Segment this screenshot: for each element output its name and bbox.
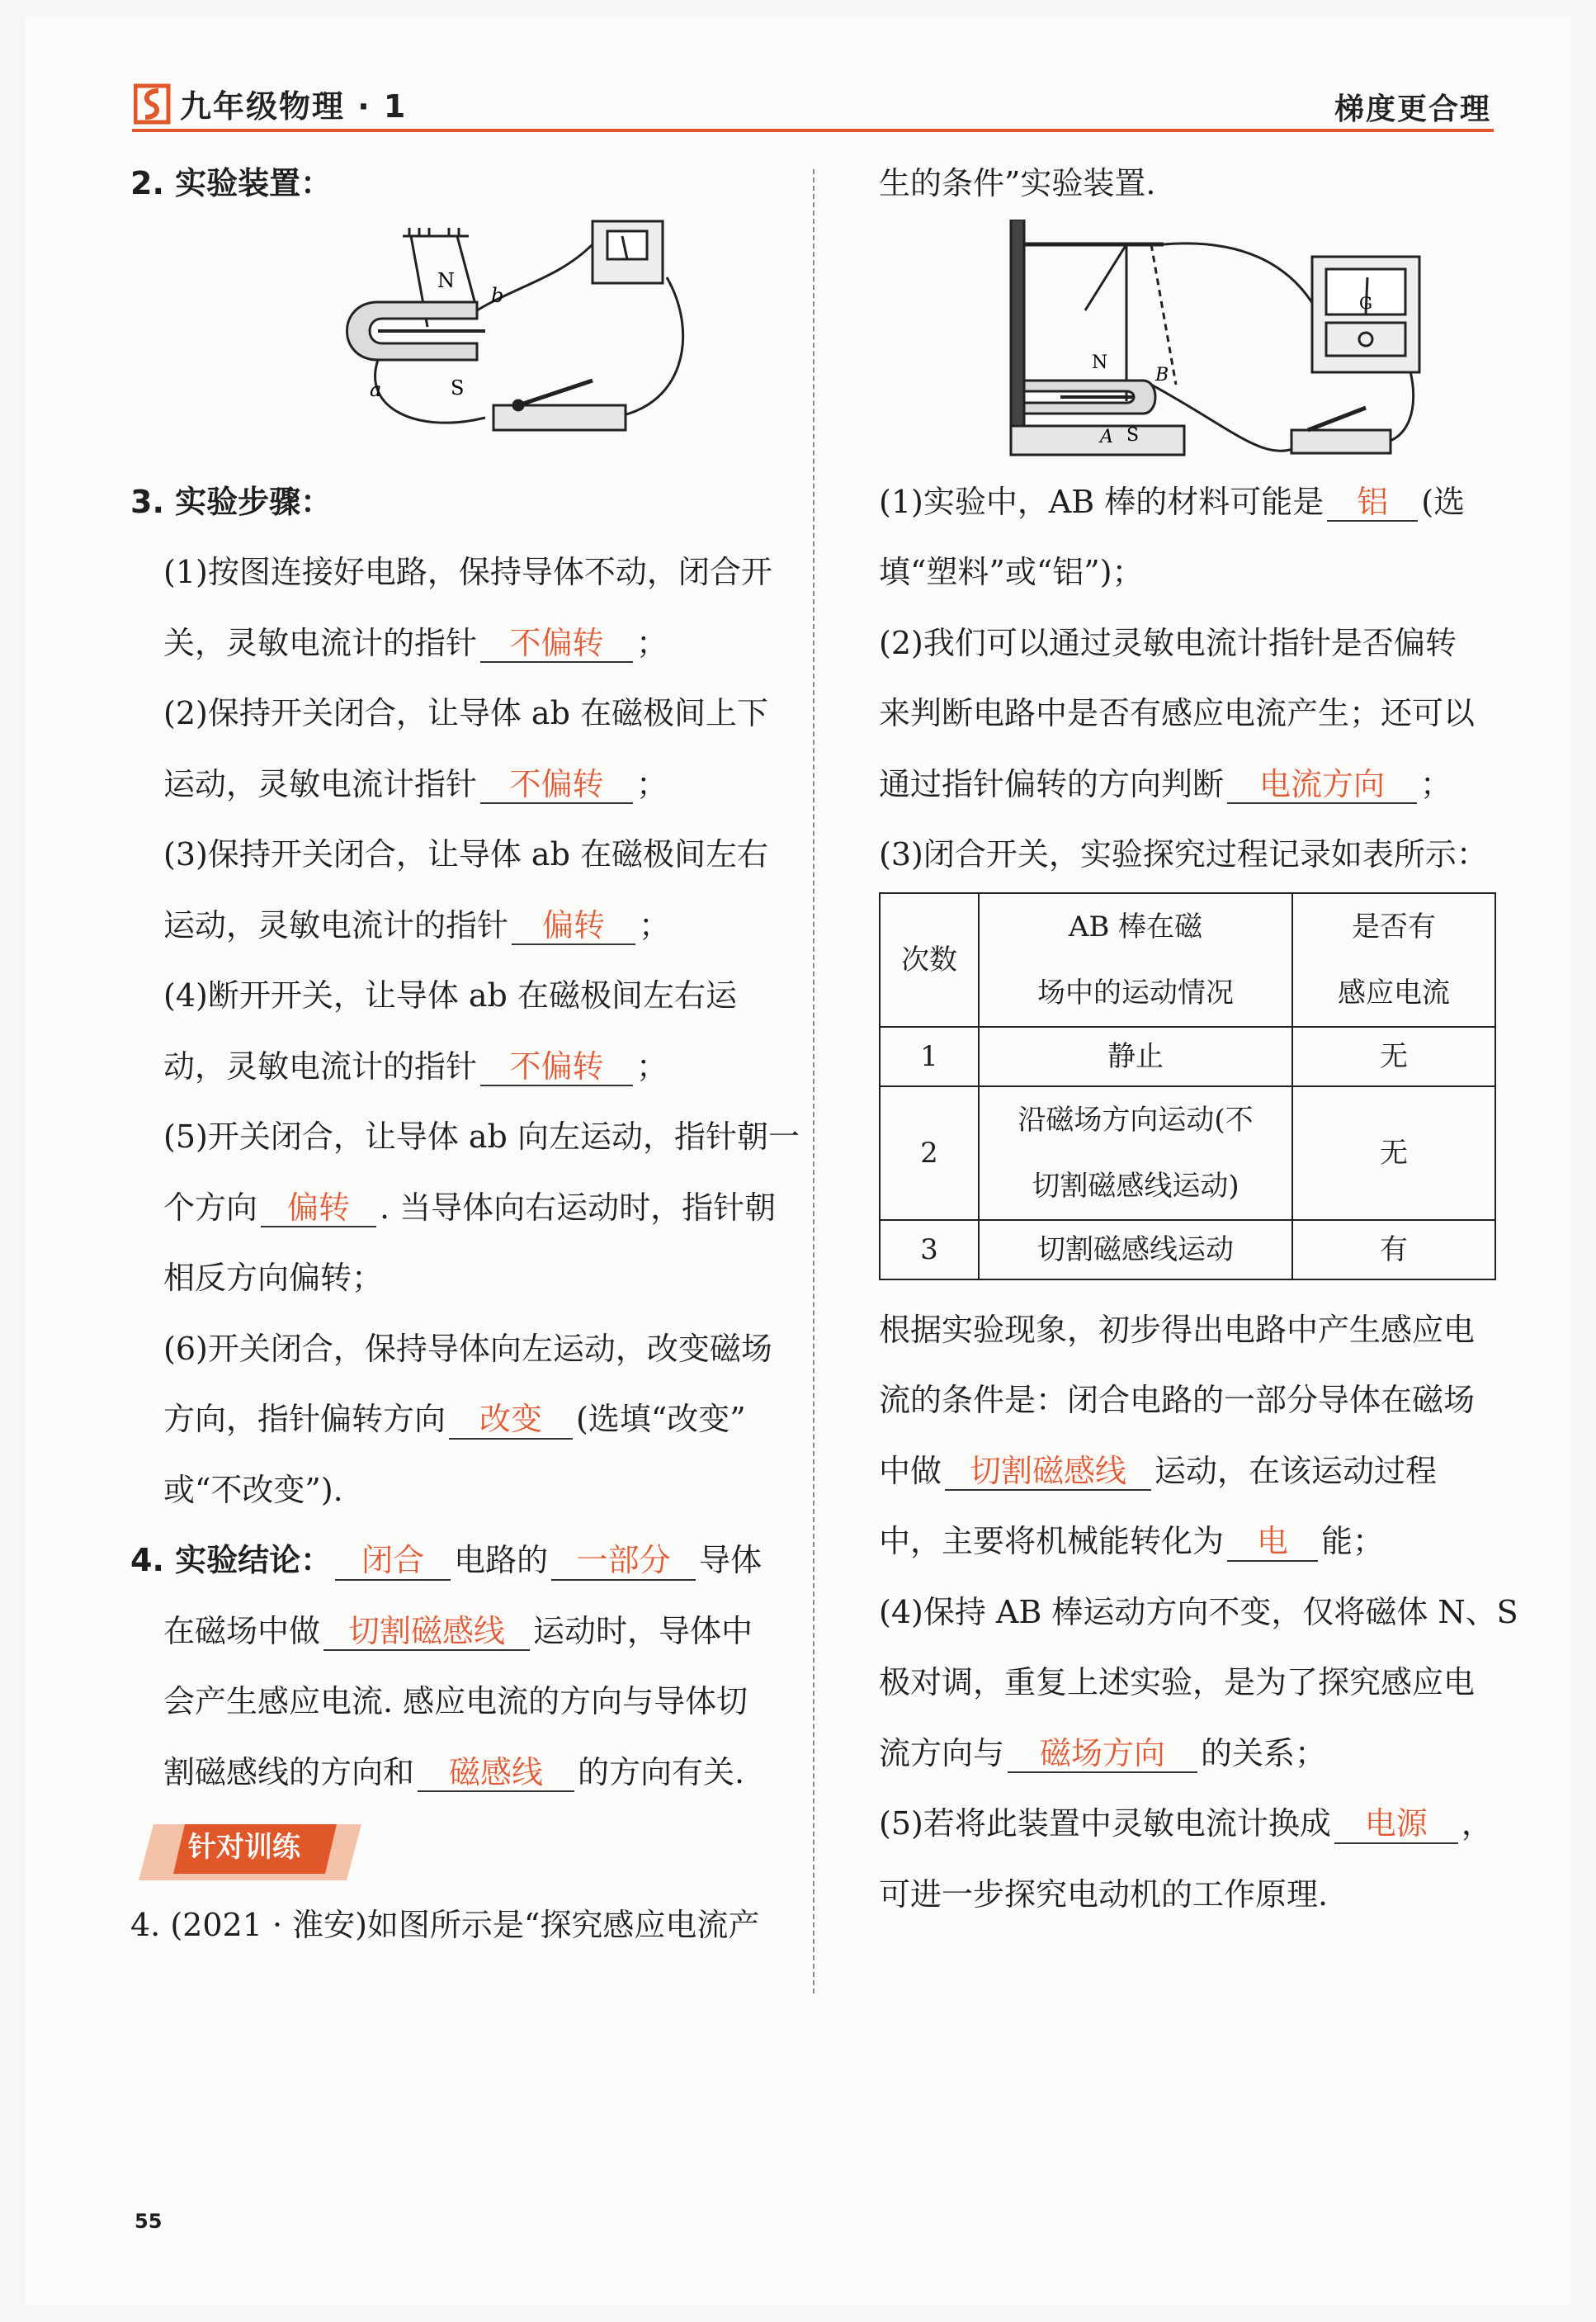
step5-line2 [130, 1173, 782, 1244]
table-header-current-2: 感应电流 [1338, 976, 1450, 1010]
right-column [879, 149, 1518, 1930]
fig2-label-b: B [1155, 364, 1169, 385]
training-tag [130, 1816, 782, 1880]
row3-motion: 切割磁感线运动 [979, 1220, 1292, 1279]
fig1-label-s: S [451, 376, 465, 400]
step2-text: 运动，灵敏电流计指针 [163, 765, 478, 802]
step5-text: 个方向 [163, 1189, 258, 1226]
table-header-num: 次数 [880, 893, 979, 1027]
section-3-heading: 3. 实验步骤： [130, 483, 333, 520]
fig2-label-g: G [1359, 292, 1372, 313]
conclusion-heading: 4. 实验结论： [130, 1542, 333, 1578]
part5-text: (5)若将此装置中灵敏电流计换成 [879, 1805, 1331, 1842]
apparatus-figure-2 [879, 220, 1498, 467]
table-row [880, 1220, 1495, 1279]
part5-line1 [879, 1789, 1498, 1860]
row1-motion: 静止 [979, 1027, 1292, 1086]
step4-answer: 不偏转 [480, 1049, 633, 1087]
table-header-current [1292, 893, 1495, 1027]
header-slogan: 梯度更合理 [1334, 92, 1491, 126]
part1-line1 [879, 467, 1498, 538]
step4-text: 动，灵敏电流计的指针 [163, 1048, 478, 1085]
part2-line1: (2)我们可以通过灵敏电流计指针是否偏转 [879, 624, 1457, 661]
part4-line2: 极对调，重复上述实验，是为了探究感应电 [879, 1664, 1476, 1700]
step1-line1: (1)按图连接好电路，保持导体不动，闭合开 [163, 554, 772, 590]
step1-answer: 不偏转 [480, 626, 633, 664]
conclusion-text-4: 运动时，导体中 [533, 1612, 753, 1649]
fig1-label-b: b [491, 283, 504, 307]
step3-tail: ； [639, 906, 671, 943]
row1-num: 1 [880, 1027, 979, 1086]
step5-answer: 偏转 [261, 1190, 376, 1228]
fig2-label-s: S [1126, 424, 1140, 446]
step3-line2 [130, 891, 782, 962]
step4-line1: (4)断开开关，让导体 ab 在磁极间左右运 [163, 977, 737, 1014]
conclusion-r-answer-2: 电 [1227, 1524, 1318, 1562]
book-title: 九年级物理 · 1 [180, 88, 408, 125]
part2-answer: 电流方向 [1227, 767, 1417, 805]
conclusion-answer-1: 闭合 [335, 1543, 451, 1581]
part1-line2: 填“塑料”或“铝”)； [879, 554, 1144, 590]
row3-current: 有 [1292, 1220, 1495, 1279]
table-header-motion-2: 场中的运动情况 [1037, 976, 1234, 1010]
conclusion-line4 [130, 1738, 782, 1809]
conclusion-text-6: 的方向有关. [578, 1753, 745, 1790]
table-header-motion [979, 893, 1292, 1027]
conclusion-answer-3: 切割磁感线 [323, 1614, 530, 1652]
part2-line3 [879, 750, 1498, 821]
conclusion-r-text-3: 中，主要将机械能转化为 [879, 1523, 1225, 1559]
step4-tail: ； [636, 1048, 668, 1085]
table-header-motion-1: AB 棒在磁 [1068, 910, 1203, 943]
row2-current: 无 [1292, 1086, 1495, 1220]
step2-line2 [130, 750, 782, 821]
step3-line1: (3)保持开关闭合，让导体 ab 在磁极间左右 [163, 836, 768, 873]
step6-line1: (6)开关闭合，保持导体向左运动，改变磁场 [163, 1330, 772, 1367]
step2-answer: 不偏转 [480, 767, 633, 805]
step2-tail: ； [636, 765, 668, 802]
training-tag-label: 针对训练 [188, 1831, 300, 1864]
step3-text: 运动，灵敏电流计的指针 [163, 906, 509, 943]
conclusion-line2 [130, 1596, 782, 1667]
conclusion-r-line3 [879, 1436, 1498, 1507]
part2-line2: 来判断电路中是否有感应电流产生；还可以 [879, 695, 1476, 731]
part5-tail: ， [1461, 1805, 1493, 1842]
step5-line1: (5)开关闭合，让导体 ab 向左运动，指针朝一 [163, 1118, 800, 1155]
left-column [130, 149, 800, 1961]
row2-motion-2: 切割磁感线运动) [1032, 1169, 1239, 1203]
part1-text: (1)实验中，AB 棒的材料可能是 [879, 483, 1324, 520]
part5-answer: 电源 [1334, 1806, 1458, 1844]
table-header-row [880, 893, 1495, 1027]
row2-motion-1: 沿磁场方向运动(不 [1018, 1103, 1254, 1137]
part4-tail: 的关系； [1201, 1734, 1327, 1771]
header-rule [132, 129, 1494, 132]
fig2-label-a: A [1100, 426, 1113, 447]
step1-line2 [130, 608, 782, 679]
conclusion-text-3: 在磁场中做 [163, 1612, 321, 1649]
row2-motion [979, 1086, 1292, 1220]
apparatus-figure-1 [130, 220, 782, 467]
part2-tail: ； [1420, 765, 1452, 802]
record-table [879, 892, 1496, 1280]
part1-tail: (选 [1421, 483, 1466, 520]
step1-tail: ； [636, 624, 668, 661]
conclusion-answer-4: 磁感线 [418, 1755, 574, 1793]
step5-line3: 相反方向偏转； [163, 1260, 384, 1296]
fig2-label-n: N [1092, 352, 1108, 373]
conclusion-r-text-2: 运动，在该运动过程 [1155, 1452, 1438, 1489]
page-number: 55 [135, 2210, 163, 2233]
conclusion-r-line4 [879, 1506, 1498, 1577]
table-row [880, 1027, 1495, 1086]
conclusion-line3: 会产生感应电流. 感应电流的方向与导体切 [163, 1683, 748, 1719]
part4-text: 流方向与 [879, 1734, 1005, 1771]
step4-line2 [130, 1032, 782, 1103]
question4-line2: 生的条件”实验装置. [879, 165, 1156, 201]
step3-answer: 偏转 [512, 908, 635, 946]
section-2-heading: 2. 实验装置： [130, 165, 333, 201]
part5-line2: 可进一步探究电动机的工作原理. [879, 1875, 1329, 1913]
row3-num: 3 [880, 1220, 979, 1279]
step2-line1: (2)保持开关闭合，让导体 ab 在磁极间上下 [163, 695, 768, 731]
column-divider [813, 169, 815, 1993]
conclusion-r-text-1: 中做 [879, 1452, 942, 1489]
conclusion-r-answer-1: 切割磁感线 [945, 1454, 1151, 1492]
step1-text: 关，灵敏电流计的指针 [163, 624, 478, 661]
conclusion-text-2: 导体 [699, 1542, 763, 1578]
step6-text: 方向，指针偏转方向 [163, 1401, 446, 1437]
book-logo-icon [134, 83, 173, 125]
step6-tail: (选填“改变” [576, 1401, 746, 1437]
conclusion-r-text-4: 能； [1321, 1523, 1385, 1559]
step6-line2 [130, 1384, 782, 1455]
question4-line1: 4. (2021 · 淮安)如图所示是“探究感应电流产 [130, 1907, 760, 1943]
part3-line1: (3)闭合开关，实验探究过程记录如表所示： [879, 836, 1488, 873]
conclusion-line1 [130, 1525, 782, 1596]
part4-answer: 磁场方向 [1008, 1736, 1197, 1774]
conclusion-r-line2: 流的条件是：闭合电路的一部分导体在磁场 [879, 1382, 1476, 1418]
table-header-current-1: 是否有 [1352, 910, 1436, 943]
conclusion-r-line1: 根据实验现象，初步得出电路中产生感应电 [879, 1311, 1476, 1348]
part2-text: 通过指针偏转的方向判断 [879, 765, 1225, 802]
conclusion-text-5: 割磁感线的方向和 [163, 1753, 415, 1790]
row2-num: 2 [880, 1086, 979, 1220]
row1-current: 无 [1292, 1027, 1495, 1086]
part1-answer: 铝 [1327, 485, 1418, 523]
step5-tail: . 当导体向右运动时，指针朝 [380, 1189, 777, 1226]
step6-line3: 或“不改变”). [163, 1471, 343, 1508]
conclusion-answer-2: 一部分 [551, 1543, 696, 1581]
step6-answer: 改变 [449, 1402, 573, 1440]
fig1-label-n: N [437, 268, 455, 292]
part4-line3 [879, 1719, 1498, 1790]
conclusion-text-1: 电路的 [454, 1542, 549, 1578]
part4-line1: (4)保持 AB 棒运动方向不变，仅将磁体 N、S [879, 1593, 1518, 1630]
fig1-label-a: a [370, 377, 382, 401]
table-row [880, 1086, 1495, 1220]
